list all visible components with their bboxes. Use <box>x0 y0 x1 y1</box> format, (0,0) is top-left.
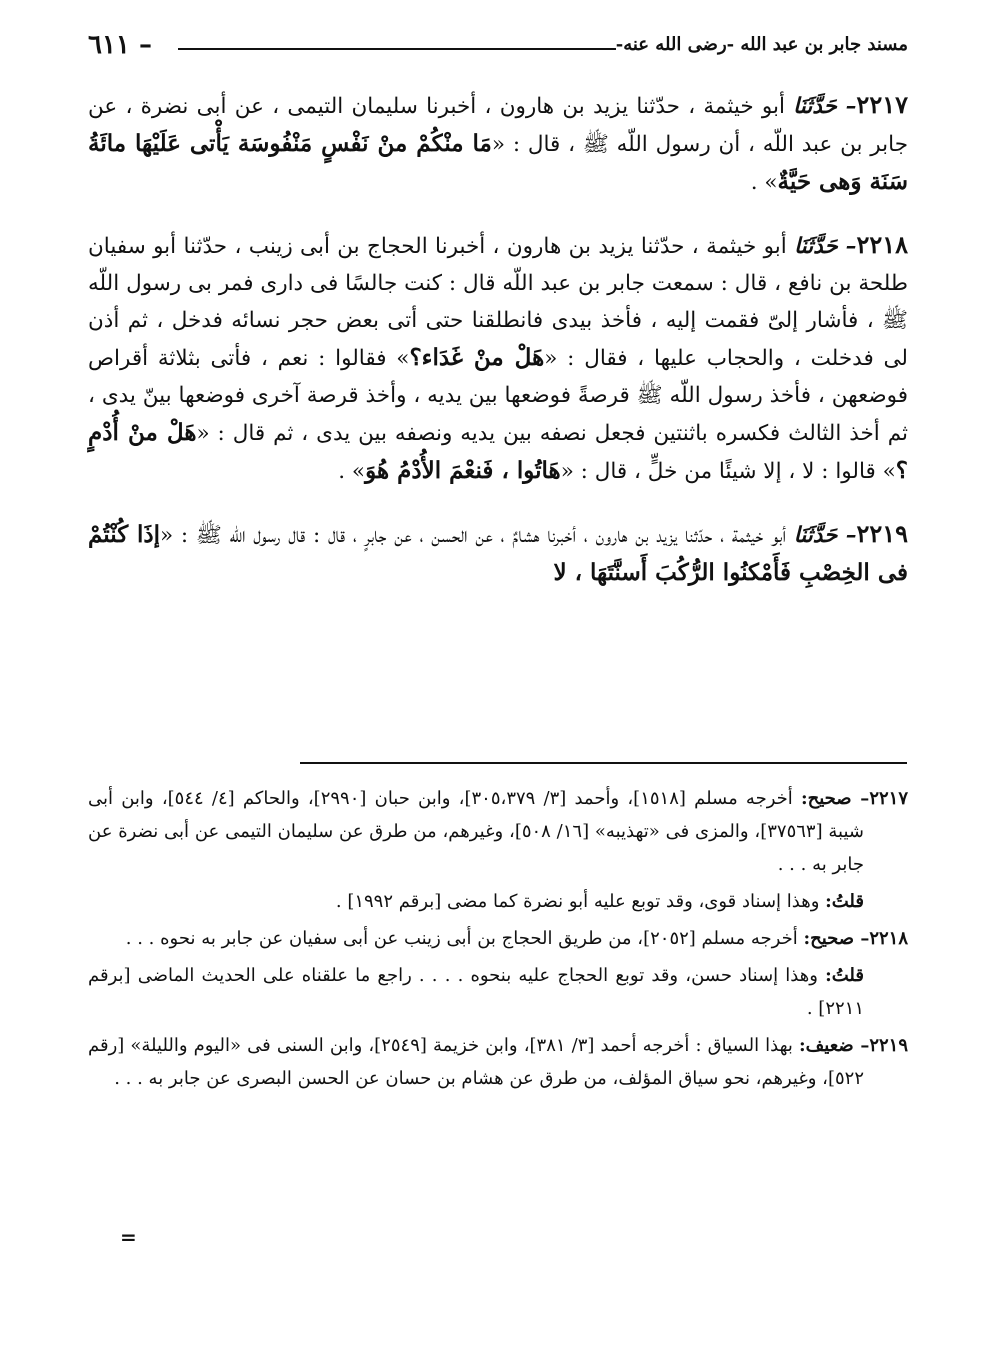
footnote-2218-comment <box>88 959 908 1025</box>
page-number: – ٦١١ <box>88 30 152 60</box>
qultu-label: قلتُ: <box>825 965 864 986</box>
isnad: أبو خيثمة ، حدّثنا يزيد بن هارون ، أخبرنا الحجاج بن أبى زينب ، حدّثنا أبو سفيان طلحة بن نافع ، قال : سمعت جابر بن عبد اللّه قال : كنت جالسًا فى دارى فمر بى رسول اللّه ﷺ ، فأشار إلىّ فقمت إليه ، فأخذ بيدى فانطلقنا حتى أتى بعض حجر نسائه فدخل ، ثم أذن لى فدخلت ، والحجاب عليها ، فقال : « <box>88 234 908 371</box>
hadith-number: ٢٢١٨ <box>856 230 908 259</box>
hadith-2217 <box>88 86 908 201</box>
hadith-number: ٢٢١٧ <box>856 90 908 119</box>
matn-3: هَاتُوا ، فَنعْمَ الأُدْمُ هُوَ <box>365 457 561 484</box>
continuation-mark: = <box>120 1225 137 1249</box>
matn-1: هَلْ منْ غَدَاء؟ <box>409 344 545 371</box>
footnote-2219 <box>88 1029 908 1095</box>
matn: إذَا كُنْتُمْ فى الخِصْبِ فَأَمْكنُوا الرُّكُبَ أَسنَّتَهَا ، لا <box>88 521 908 586</box>
running-title: مسند جابر بن عبد الله -رضى الله عنه- <box>615 34 908 55</box>
footnote-2218 <box>88 922 908 955</box>
footnote-text: بهذا السياق : أخرجه أحمد [٣/ ٣٨١]، وابن خزيمة [٢٥٤٩]، وابن السنى فى «اليوم والليلة» [رقم ٥٢٢]، وغيرهم، نحو سياق المؤلف، من طرق عن هشام بن حسان عن الحسن البصرى عن جابر به . . . <box>88 1035 864 1089</box>
footnote-2217-comment <box>88 885 908 918</box>
header-rule <box>178 48 616 50</box>
qultu-label: قلتُ: <box>825 891 864 912</box>
haddathana: – حَدَّثَنَا <box>793 523 857 548</box>
qultu-text: وهذا إسناد حسن، وقد توبع الحجاج عليه بنحوه . . . . راجع ما علقناه على الحديث الماضى [برقم ٢٢١١] . <box>88 965 864 1019</box>
page-header <box>88 28 908 68</box>
text-segment: » فقالوا : نعم ، فأتى بثلاثة أقراص فوضعهن ، فأخذ رسول اللّه ﷺ قرصةً فوضعها بين يديه ، وأخذ قرصة آخرى فوضعها بينّ يدى ، ثم أخذ الثالث فكسره باثنتين فجعل نصفه بين يديه ونصفه بين يدى ، ثم قال : « <box>88 346 908 446</box>
qultu-text: وهذا إسناد قوى، وقد توبع عليه أبو نضرة كما مضى [برقم ١٩٩٢] . <box>335 891 826 912</box>
main-text <box>88 86 908 617</box>
footnote-text: أخرجه مسلم [١٥١٨]، وأحمد [٣/ ٣٠٥،٣٧٩]، وابن حبان [٢٩٩٠]، والحاكم [٤/ ٥٤٤]، وابن أبى شيبة [٣٧٥٦٣]، والمزى فى «تهذيبه» [١٦/ ٥٠٨]، وغيرهم، من طرق عن سليمان التيمى عن أبى نضرة عن جابر به . . . <box>88 788 864 875</box>
hadith-2218 <box>88 226 908 490</box>
hadith-tail: » . <box>750 170 778 195</box>
footnote-divider <box>300 762 907 764</box>
footnote-label: ٢٢١٧– صحيح: <box>800 788 908 809</box>
hadith-2219 <box>88 515 908 592</box>
footnote-label: ٢٢١٨– صحيح: <box>803 928 908 949</box>
footnote-label: ٢٢١٩– ضعيف: <box>799 1035 908 1056</box>
footnotes <box>88 782 908 1099</box>
hadith-tail: » . <box>338 459 366 484</box>
footnote-text: أخرجه مسلم [٢٠٥٢]، من طريق الحجاج بن أبى زينب عن أبى سفيان عن جابر به نحوه . . . <box>125 928 804 949</box>
haddathana: – حَدَّثَنَا <box>794 234 857 259</box>
hadith-number: ٢٢١٩ <box>856 519 909 548</box>
isnad: أبو خيثمة ، حدّثنا يزيد بن هارون ، أخبرنا سليمان التيمى ، عن أبى نضرة ، عن جابر بن عبد اللّه ، أن رسول اللّه ﷺ ، قال : « <box>88 94 908 157</box>
haddathana: – حَدَّثَنَا <box>793 94 857 119</box>
matn: مَا منْكُمْ منْ نَفْسٍ مَنْفُوسَة يَأْتى عَلَيْهَا مائَةُ سَنَة وَهى حَيَّةٌ <box>88 130 908 195</box>
matn-2: هَلْ منْ أُدْمٍ ؟ <box>88 419 908 484</box>
isnad: أبو خيثمة ، حدّثنا يزيد بن هارون ، أخبرنا هشامٌ ، عن الحسن ، عن جابرٍ ، قال : قال رسول اللّه ﷺ : « <box>160 523 794 548</box>
text-segment: » قالوا : لا ، إلا شيئًا من خلٍّ ، قال : « <box>560 459 896 484</box>
footnote-2217 <box>88 782 908 881</box>
